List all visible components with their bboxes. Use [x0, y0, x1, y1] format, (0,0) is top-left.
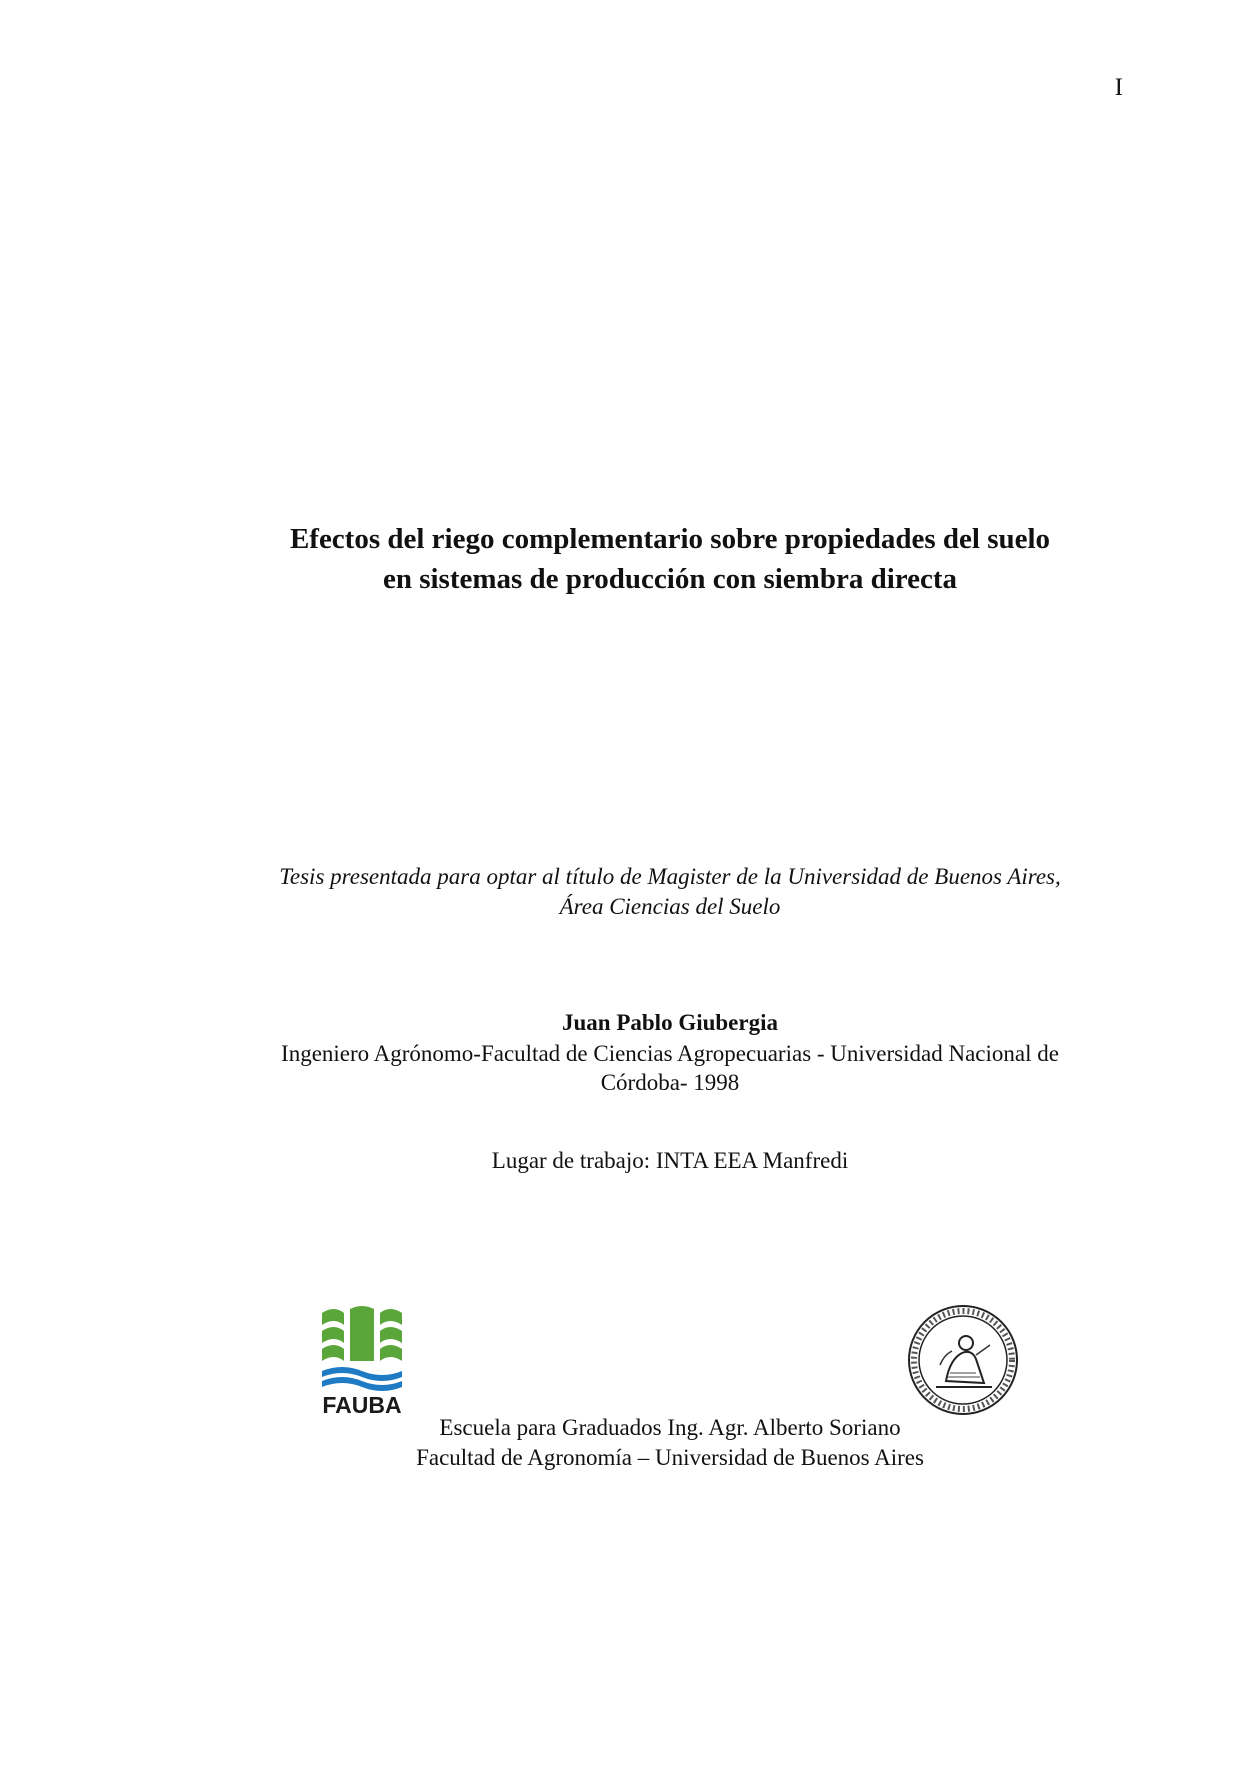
thesis-title-line-1: Efectos del riego complementario sobre propiedades del suelo: [289, 523, 1051, 555]
fauba-logo: [320, 1305, 404, 1417]
thesis-subtitle-line-2: Área Ciencias del Suelo: [559, 894, 781, 919]
page-number: I: [1114, 74, 1123, 101]
thesis-title-line-2: en sistemas de producción con siembra directa: [382, 563, 958, 595]
workplace: Lugar de trabajo: INTA EEA Manfredi: [491, 1148, 849, 1173]
thesis-subtitle: [220, 862, 1120, 922]
university-seal: [906, 1303, 1020, 1417]
author-degree-line-2: Córdoba- 1998: [600, 1070, 740, 1095]
graduate-school-line-1: Escuela para Graduados Ing. Agr. Alberto Soriano: [439, 1415, 901, 1440]
author-name: Juan Pablo Giubergia: [562, 1010, 778, 1035]
thesis-subtitle-line-1: Tesis presentada para optar al título de Magister de la Universidad de Buenos Aires,: [279, 864, 1061, 889]
author-degree-line-1: Ingeniero Agrónomo-Facultad de Ciencias Agropecuarias - Universidad Nacional de: [281, 1041, 1059, 1066]
graduate-school: [320, 1413, 1020, 1473]
university-seal-icon: [906, 1303, 1020, 1417]
graduate-school-line-2: Facultad de Agronomía – Universidad de Buenos Aires: [416, 1445, 924, 1470]
thesis-title: [200, 519, 1140, 599]
fauba-logo-text: FAUBA: [322, 1392, 402, 1417]
author-degree: [240, 1039, 1100, 1097]
fauba-logo-icon: [320, 1305, 404, 1417]
